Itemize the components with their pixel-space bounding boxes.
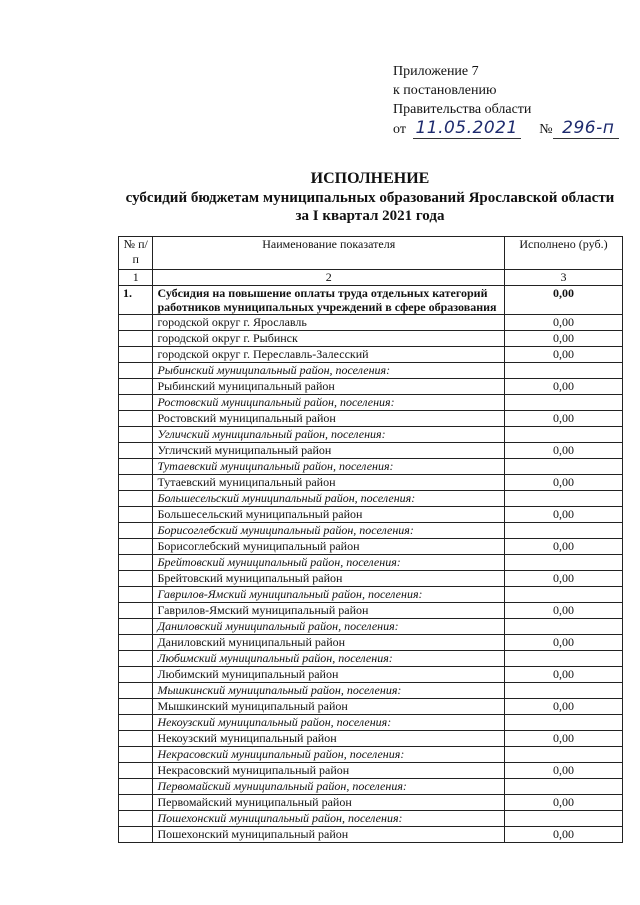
row-value-cell: 0,00 xyxy=(504,315,622,331)
appendix-line-1: Приложение 7 xyxy=(393,64,479,79)
table-row xyxy=(119,603,623,619)
table-row xyxy=(119,411,623,427)
row-value-cell: 0,00 xyxy=(504,731,622,747)
row-num-cell xyxy=(119,331,153,347)
row-name-cell: Большесельский муниципальный район, поселения: xyxy=(153,491,505,507)
number-label: № xyxy=(539,122,553,137)
row-num-cell xyxy=(119,587,153,603)
table-row xyxy=(119,315,623,331)
row-num-cell xyxy=(119,603,153,619)
row-num-cell xyxy=(119,651,153,667)
table-row xyxy=(119,331,623,347)
row-value-cell xyxy=(504,363,622,379)
row-name-cell: городской округ г. Переславль-Залесский xyxy=(153,347,505,363)
row-name-cell: Пошехонский муниципальный район, поселения: xyxy=(153,811,505,827)
row-value-cell: 0,00 xyxy=(504,443,622,459)
number-underline xyxy=(553,138,619,139)
appendix-line-3: Правительства области xyxy=(393,102,532,117)
row-value-cell: 0,00 xyxy=(504,795,622,811)
row-num-cell xyxy=(119,379,153,395)
row-num-cell xyxy=(119,667,153,683)
row-value-cell xyxy=(504,459,622,475)
row-num-cell xyxy=(119,443,153,459)
row-num-cell xyxy=(119,683,153,699)
row-num-cell xyxy=(119,459,153,475)
header-name: Наименование показателя xyxy=(153,237,505,270)
row-name-cell: Некоузский муниципальный район, поселения: xyxy=(153,715,505,731)
table-row xyxy=(119,379,623,395)
row-name-cell: Угличский муниципальный район xyxy=(153,443,505,459)
table-row xyxy=(119,667,623,683)
handwritten-date: 11.05.2021 xyxy=(415,118,518,138)
row-name-cell: Рыбинский муниципальный район xyxy=(153,379,505,395)
row-num-cell xyxy=(119,795,153,811)
table-row xyxy=(119,795,623,811)
row-num-cell xyxy=(119,475,153,491)
row-name-cell: Борисоглебский муниципальный район, поселения: xyxy=(153,523,505,539)
row-name-cell: Угличский муниципальный район, поселения: xyxy=(153,427,505,443)
row-num-cell xyxy=(119,811,153,827)
row-value-cell: 0,00 xyxy=(504,603,622,619)
row-value-cell: 0,00 xyxy=(504,475,622,491)
row-value-cell: 0,00 xyxy=(504,827,622,843)
header-executed: Исполнено (руб.) xyxy=(504,237,622,270)
date-underline xyxy=(413,138,521,139)
row-name-cell: Тутаевский муниципальный район xyxy=(153,475,505,491)
row-name-cell: городской округ г. Ярославль xyxy=(153,315,505,331)
row-name-cell: городской округ г. Рыбинск xyxy=(153,331,505,347)
row-value-cell: 0,00 xyxy=(504,571,622,587)
settlement-heading-row xyxy=(119,683,623,699)
row-num-cell xyxy=(119,635,153,651)
handwritten-number: 296-п xyxy=(562,118,615,138)
row-value-cell: 0,00 xyxy=(504,331,622,347)
row-value-cell: 0,00 xyxy=(504,699,622,715)
row-value-cell xyxy=(504,779,622,795)
row-name-cell: Большесельский муниципальный район xyxy=(153,507,505,523)
appendix-date-line xyxy=(393,119,623,141)
row-num-cell xyxy=(119,507,153,523)
row-name-cell: Даниловский муниципальный район xyxy=(153,635,505,651)
row-value-cell xyxy=(504,747,622,763)
row-num-cell xyxy=(119,571,153,587)
row-name-cell: Некоузский муниципальный район xyxy=(153,731,505,747)
row-num-cell xyxy=(119,427,153,443)
row-num-cell xyxy=(119,491,153,507)
row-name-cell: Пошехонский муниципальный район xyxy=(153,827,505,843)
row-value-cell xyxy=(504,427,622,443)
row-value-cell xyxy=(504,587,622,603)
title-subtitle: субсидий бюджетам муниципальных образований Ярославской области xyxy=(125,190,615,206)
row-name-cell: Некрасовский муниципальный район xyxy=(153,763,505,779)
section-num: 1. xyxy=(119,286,153,315)
settlement-heading-row xyxy=(119,747,623,763)
section-value: 0,00 xyxy=(504,286,622,315)
settlement-heading-row xyxy=(119,651,623,667)
appendix-block xyxy=(393,62,623,141)
row-num-cell xyxy=(119,395,153,411)
row-value-cell: 0,00 xyxy=(504,379,622,395)
colnum-2: 2 xyxy=(153,270,505,286)
settlement-heading-row xyxy=(119,587,623,603)
row-num-cell xyxy=(119,699,153,715)
settlement-heading-row xyxy=(119,363,623,379)
table-row xyxy=(119,443,623,459)
title-main: ИСПОЛНЕНИЕ xyxy=(310,170,430,187)
row-name-cell: Первомайский муниципальный район, поселения: xyxy=(153,779,505,795)
column-number-row xyxy=(119,270,623,286)
table-row xyxy=(119,827,623,843)
row-num-cell xyxy=(119,747,153,763)
settlement-heading-row xyxy=(119,395,623,411)
row-num-cell xyxy=(119,731,153,747)
row-value-cell xyxy=(504,619,622,635)
row-name-cell: Мышкинский муниципальный район xyxy=(153,699,505,715)
row-value-cell xyxy=(504,395,622,411)
settlement-heading-row xyxy=(119,715,623,731)
row-name-cell: Тутаевский муниципальный район, поселения: xyxy=(153,459,505,475)
header-row xyxy=(119,237,623,270)
row-name-cell: Рыбинский муниципальный район, поселения: xyxy=(153,363,505,379)
row-num-cell xyxy=(119,363,153,379)
row-value-cell xyxy=(504,715,622,731)
colnum-3: 3 xyxy=(504,270,622,286)
row-num-cell xyxy=(119,315,153,331)
table-row xyxy=(119,731,623,747)
settlement-heading-row xyxy=(119,811,623,827)
row-value-cell xyxy=(504,683,622,699)
table-row xyxy=(119,571,623,587)
row-name-cell: Ростовский муниципальный район xyxy=(153,411,505,427)
row-num-cell xyxy=(119,555,153,571)
settlement-heading-row xyxy=(119,555,623,571)
row-name-cell: Любимский муниципальный район, поселения: xyxy=(153,651,505,667)
row-value-cell: 0,00 xyxy=(504,667,622,683)
appendix-line-2: к постановлению xyxy=(393,83,497,98)
row-name-cell: Ростовский муниципальный район, поселения: xyxy=(153,395,505,411)
row-name-cell: Первомайский муниципальный район xyxy=(153,795,505,811)
section-row xyxy=(119,286,623,315)
table-row xyxy=(119,347,623,363)
row-name-cell: Некрасовский муниципальный район, поселения: xyxy=(153,747,505,763)
row-num-cell xyxy=(119,523,153,539)
row-value-cell: 0,00 xyxy=(504,763,622,779)
row-name-cell: Брейтовский муниципальный район xyxy=(153,571,505,587)
row-num-cell xyxy=(119,827,153,843)
row-name-cell: Брейтовский муниципальный район, поселения: xyxy=(153,555,505,571)
row-value-cell xyxy=(504,523,622,539)
row-value-cell xyxy=(504,555,622,571)
row-num-cell xyxy=(119,539,153,555)
settlement-heading-row xyxy=(119,427,623,443)
table-row xyxy=(119,699,623,715)
row-num-cell xyxy=(119,347,153,363)
subsidy-table xyxy=(118,236,623,843)
row-name-cell: Даниловский муниципальный район, поселения: xyxy=(153,619,505,635)
row-value-cell: 0,00 xyxy=(504,411,622,427)
row-value-cell xyxy=(504,491,622,507)
row-value-cell xyxy=(504,651,622,667)
row-num-cell xyxy=(119,411,153,427)
row-value-cell xyxy=(504,811,622,827)
table-row xyxy=(119,475,623,491)
row-num-cell xyxy=(119,619,153,635)
row-name-cell: Гаврилов-Ямский муниципальный район, поселения: xyxy=(153,587,505,603)
row-num-cell xyxy=(119,779,153,795)
title-period: за I квартал 2021 года xyxy=(295,208,445,224)
row-value-cell: 0,00 xyxy=(504,507,622,523)
settlement-heading-row xyxy=(119,459,623,475)
from-label: от xyxy=(393,122,406,137)
settlement-heading-row xyxy=(119,619,623,635)
table-row xyxy=(119,763,623,779)
header-num: № п/п xyxy=(119,237,153,270)
row-name-cell: Мышкинский муниципальный район, поселения: xyxy=(153,683,505,699)
table-row xyxy=(119,507,623,523)
row-name-cell: Гаврилов-Ямский муниципальный район xyxy=(153,603,505,619)
row-num-cell xyxy=(119,715,153,731)
table-row xyxy=(119,635,623,651)
row-value-cell: 0,00 xyxy=(504,539,622,555)
table-row xyxy=(119,539,623,555)
row-name-cell: Борисоглебский муниципальный район xyxy=(153,539,505,555)
settlement-heading-row xyxy=(119,779,623,795)
settlement-heading-row xyxy=(119,523,623,539)
section-name: Субсидия на повышение оплаты труда отдельных категорий работников муниципальных учреждений в сфере образования xyxy=(153,286,505,315)
settlement-heading-row xyxy=(119,491,623,507)
row-value-cell: 0,00 xyxy=(504,347,622,363)
row-num-cell xyxy=(119,763,153,779)
colnum-1: 1 xyxy=(119,270,153,286)
row-name-cell: Любимский муниципальный район xyxy=(153,667,505,683)
row-value-cell: 0,00 xyxy=(504,635,622,651)
